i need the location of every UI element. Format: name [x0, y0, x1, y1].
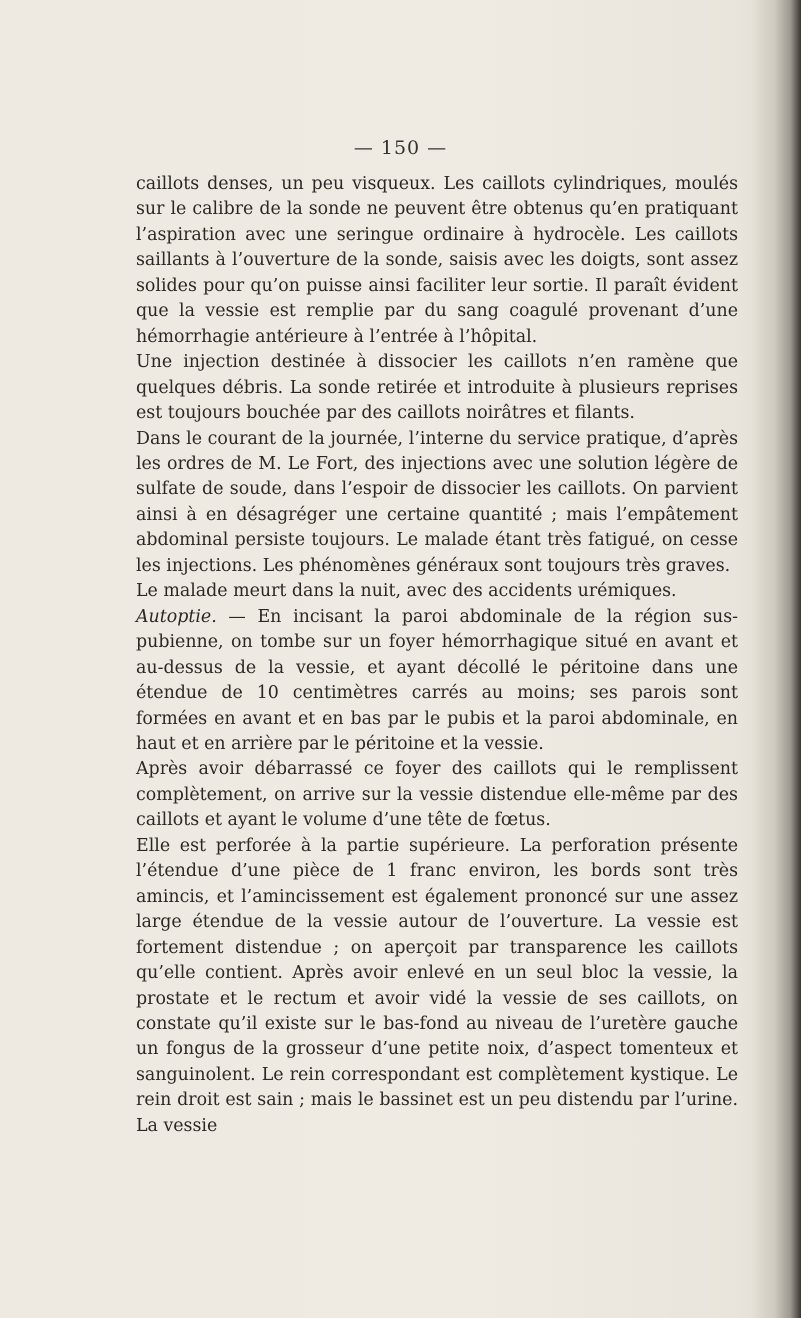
page-number: — 150 — [353, 137, 448, 159]
paragraph-5-text: — En incisant la paroi abdominale de la région sus-pubienne, on tombe sur un foyer hémorrhagique situé en avant et au-dessus de la vessie, et ayant décollé le péritoine dans une étendue de 10 centimètres carrés au moins; ses parois sont formées en avant et en bas par le pubis et la paroi abdominale, en haut et en arrière par le péritoine et la vessie. [136, 606, 738, 754]
body-text [136, 172, 738, 1139]
paragraph-6: Après avoir débarrassé ce foyer des caillots qui le remplissent complètement, on arrive sur la vessie distendue elle-même par des caillots et ayant le volume d’une tête de fœtus. [136, 759, 738, 831]
paragraph-7: Elle est perforée à la partie supérieure. La perforation présente l’étendue d’une pièce de 1 franc environ, les bords sont très amincis, et l’amincissement est également prononcé sur une assez large étendue de la vessie autour de l’ouverture. La vessie est fortement distendue ; on aperçoit par transparence les caillots qu’elle contient. Après avoir enlevé en un seul bloc la vessie, la prostate et le rectum et avoir vidé la vessie de ses caillots, on constate qu’il existe sur le bas-fond au niveau de l’uretère gauche un fongus de la grosseur d’une petite noix, d’aspect tomenteux et sanguinolent. Le rein correspondant est complètement kystique. Le rein droit est sain ; mais le bassinet est un peu distendu par l’urine. La vessie [136, 835, 738, 1136]
binding-shadow [753, 0, 801, 1318]
section-lead-autoptie: Autoptie. [136, 606, 217, 627]
paragraph-4: Le malade meurt dans la nuit, avec des accidents urémiques. [136, 581, 677, 602]
paragraph-2: Une injection destinée à dissocier les caillots n’en ramène que quelques débris. La sonde retirée et introduite à plusieurs reprises est toujours bouchée par des caillots noirâtres et filants. [136, 352, 738, 424]
paragraph-5 [136, 605, 738, 758]
paragraph-1: caillots denses, un peu visqueux. Les caillots cylindriques, moulés sur le calibre de la sonde ne peuvent être obtenus qu’en pratiquant l’aspiration avec une seringue ordinaire à hydrocèle. Les caillots saillants à l’ouverture de la sonde, saisis avec les doigts, sont assez solides pour qu’on puisse ainsi faciliter leur sortie. Il paraît évident que la vessie est remplie par du sang coagulé provenant d’une hémorrhagie antérieure à l’entrée à l’hôpital. [136, 174, 738, 347]
paragraph-3: Dans le courant de la journée, l’interne du service pratique, d’après les ordres de M. Le Fort, des injections avec une solution légère de sulfate de soude, dans l’espoir de dissocier les caillots. On parvient ainsi à en désagréger une certaine quantité ; mais l’empâtement abdominal persiste toujours. Le malade étant très fatigué, on cesse les injections. Les phénomènes généraux sont toujours très graves. [136, 428, 738, 576]
